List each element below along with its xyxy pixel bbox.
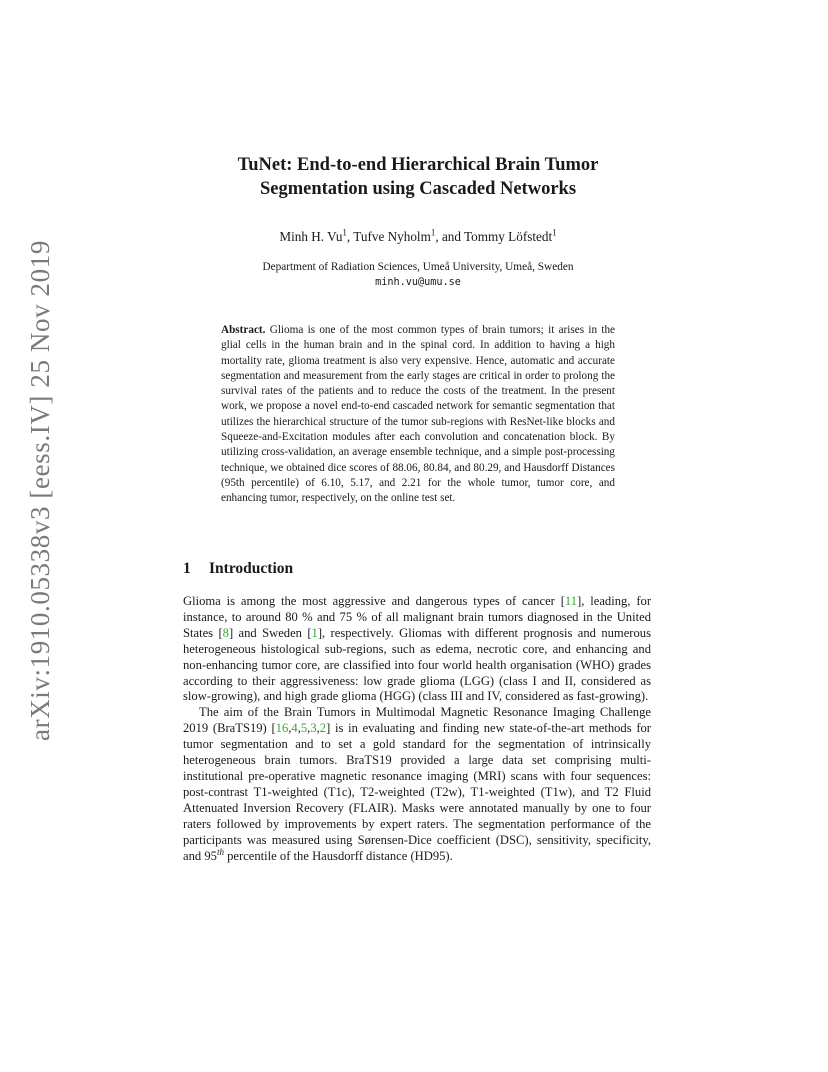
text-run: [ (307, 625, 312, 640)
text-run: , (307, 721, 311, 736)
citation-link[interactable]: 2 (319, 721, 327, 736)
citation-link[interactable]: 16 (275, 721, 289, 736)
section-heading (183, 560, 293, 578)
author-name: Minh H. Vu (279, 229, 343, 244)
citation-link[interactable]: 3 (310, 721, 317, 736)
author-affiliation-mark: 1 (430, 227, 436, 238)
superscript: th (216, 846, 224, 857)
citation-link[interactable]: 4 (291, 721, 298, 736)
text-run: ] is in evaluating and finding new state-of-the-art methods for tumor segmentation and to set a gold standard for the segmentation of intrinsically heterogeneous brain tumors. BraTS19 provided a large data set comprising multi-institutional pre-operative magnetic resonance imaging (MRI) scans with four sequences: post-contrast T1-weighted (T1c), T2-weighted (T2w), T1-weighted (T1w), and T2 Fluid Attenuated Inversion Recovery (FLAIR). Masks were annotated manually by one to four raters followed by improvements by expert raters. The segmentation performance of the participants was measured using Sørensen-Dice coefficient (DSC), sensitivity, specificity, and 95 (183, 721, 652, 863)
paragraph (183, 705, 651, 864)
text-run: ], leading, for instance, to around 80 % and 75 % of all malignant brain tumors diagnosed in the United States (183, 594, 652, 640)
text-run: ] and Sweden (228, 625, 308, 640)
citation-link[interactable]: 11 (564, 594, 578, 608)
arxiv-id-text: arXiv:1910.05338v3 [eess.IV] 25 Nov 2019 (24, 239, 55, 741)
paragraph (183, 594, 651, 705)
text-run: The aim of the Brain Tumors in Multimodal Magnetic Resonance Imaging Challenge 2019 (BraTS19) [ (183, 705, 651, 736)
arxiv-identifier (20, 239, 60, 741)
text-run: [ (218, 625, 223, 640)
affiliation-block (183, 260, 653, 290)
author-separator: , (346, 229, 354, 244)
text-run: ], respectively. Gliomas with different prognosis and numerous heterogeneous histological sub-regions, such as edema, necrotic core, and enhancing and non-enhancing tumor core, are classified into four world health organisation (WHO) grades according to their aggressiveness: low grade glioma (LGG) (class I and II, considered as slow-growing), and high grade glioma (HGG) (class III and IV, considered as fast-growing). (183, 625, 651, 704)
text-run: , (288, 721, 292, 736)
paper-title: TuNet: End-to-end Hierarchical Brain Tumor Segmentation using Cascaded Networks (237, 155, 599, 199)
abstract (221, 323, 615, 507)
text-run: , (316, 721, 320, 736)
citation-link[interactable]: 8 (222, 625, 229, 640)
text-run: percentile of the Hausdorff distance (HD95). (223, 848, 453, 863)
affiliation: Department of Radiation Sciences, Umeå University, Umeå, Sweden (262, 261, 574, 273)
abstract-text: Glioma is one of the most common types of brain tumors; it arises in the glial cells in the human brain and in the spinal cord. In addition to having a high mortality rate, glioma treatment is also very expensive. Hence, automatic and accurate segmentation and measurement from the early stages are critical in order to prolong the survival rates of the patients and to reduce the costs of the treatment. In the present work, we propose a novel end-to-end cascaded network for semantic segmentation that utilizes the hierarchical structure of the tumor sub-regions with ResNet-like blocks and Squeeze-and-Excitation modules after each convolution and concatenation block. By utilizing cross-validation, an average ensemble technique, and a simple post-processing technique, we obtained dice scores of 88.06, 80.84, and 80.29, and Hausdorff Distances (95th percentile) of 6.10, 5.17, and 2.21 for the whole tumor, tumor core, and enhancing tumor, respectively, on the online test set. (221, 324, 616, 505)
abstract-label: Abstract. (221, 324, 266, 336)
text-run: Glioma is among the most aggressive and dangerous types of cancer (183, 594, 561, 608)
author-separator: , and (435, 229, 465, 244)
section-number: 1 (183, 560, 191, 577)
author-name: Tommy Löfstedt (464, 229, 553, 244)
text-run: , (297, 721, 301, 736)
email[interactable]: minh.vu@umu.se (375, 277, 461, 288)
citation-link[interactable]: 5 (300, 721, 308, 736)
citation-link[interactable]: 1 (311, 625, 318, 640)
author-affiliation-mark: 1 (552, 227, 557, 238)
section-title: Introduction (209, 560, 294, 577)
text-run: [ (560, 594, 565, 608)
intro-body (183, 594, 651, 864)
author-affiliation-mark: 1 (342, 227, 347, 238)
author-list (183, 229, 653, 245)
author-name: Tufve Nyholm (353, 229, 431, 244)
